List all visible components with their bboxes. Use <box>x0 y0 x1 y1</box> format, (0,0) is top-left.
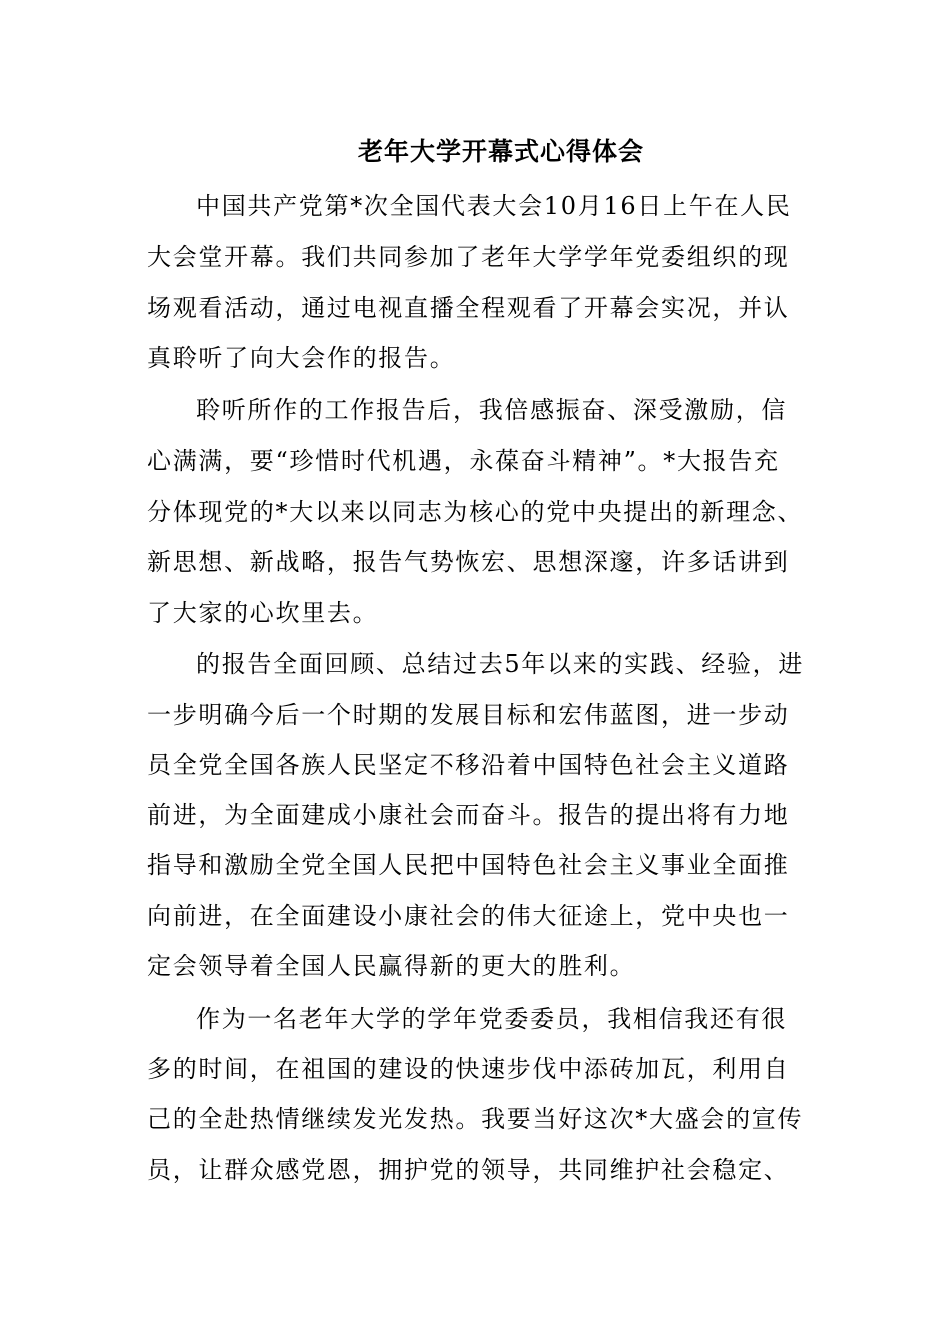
paragraph-3-line-4: 前进，为全面建成小康社会而奋斗。报告的提出将有力地 <box>147 801 790 829</box>
paragraph-3-line-6: 向前进，在全面建设小康社会的伟大征途上，党中央也一 <box>147 902 790 930</box>
paragraph-1-line-3: 场观看活动，通过电视直播全程观看了开幕会实况，并认 <box>147 294 790 322</box>
paragraph-3-line-3: 员全党全国各族人民坚定不移沿着中国特色社会主义道路 <box>147 751 790 779</box>
paragraph-1-line-4: 真聆听了向大会作的报告。 <box>147 344 456 372</box>
paragraph-4-line-1: 作为一名老年大学的学年党委委员，我相信我还有很 <box>196 1005 788 1033</box>
paragraph-3-line-1: 的报告全面回顾、总结过去5年以来的实践、经验，进 <box>196 650 805 678</box>
paragraph-3-line-5: 指导和激励全党全国人民把中国特色社会主义事业全面推 <box>147 851 790 879</box>
paragraph-1-line-2: 大会堂开幕。我们共同参加了老年大学学年党委组织的现 <box>147 243 790 271</box>
paragraph-3-line-2: 一步明确今后一个时期的发展目标和宏伟蓝图，进一步动 <box>147 701 790 729</box>
paragraph-4-line-2: 多的时间，在祖国的建设的快速步伐中添砖加瓦，利用自 <box>147 1055 790 1083</box>
paragraph-2-line-4: 新思想、新战略，报告气势恢宏、思想深邃，许多话讲到 <box>147 548 790 576</box>
document-title: 老年大学开幕式心得体会 <box>357 137 644 166</box>
paragraph-1-line-1: 中国共产党第*次全国代表大会10月16日上午在人民 <box>196 192 792 220</box>
paragraph-4-line-4: 员，让群众感党恩，拥护党的领导，共同维护社会稳定、 <box>147 1156 790 1184</box>
paragraph-2-line-2: 心满满，要“珍惜时代机遇，永葆奋斗精神”。*大报告充 <box>147 447 780 475</box>
paragraph-2-line-1: 聆听所作的工作报告后，我倍感振奋、深受激励，信 <box>196 396 788 424</box>
paragraph-2-line-3: 分体现党的*大以来以同志为核心的党中央提出的新理念、 <box>147 498 804 526</box>
paragraph-4-line-3: 己的全赴热情继续发光发热。我要当好这次*大盛会的宣传 <box>147 1105 804 1133</box>
paragraph-3-line-7: 定会领导着全国人民赢得新的更大的胜利。 <box>147 952 636 980</box>
paragraph-2-line-5: 了大家的心坎里去。 <box>147 599 379 627</box>
